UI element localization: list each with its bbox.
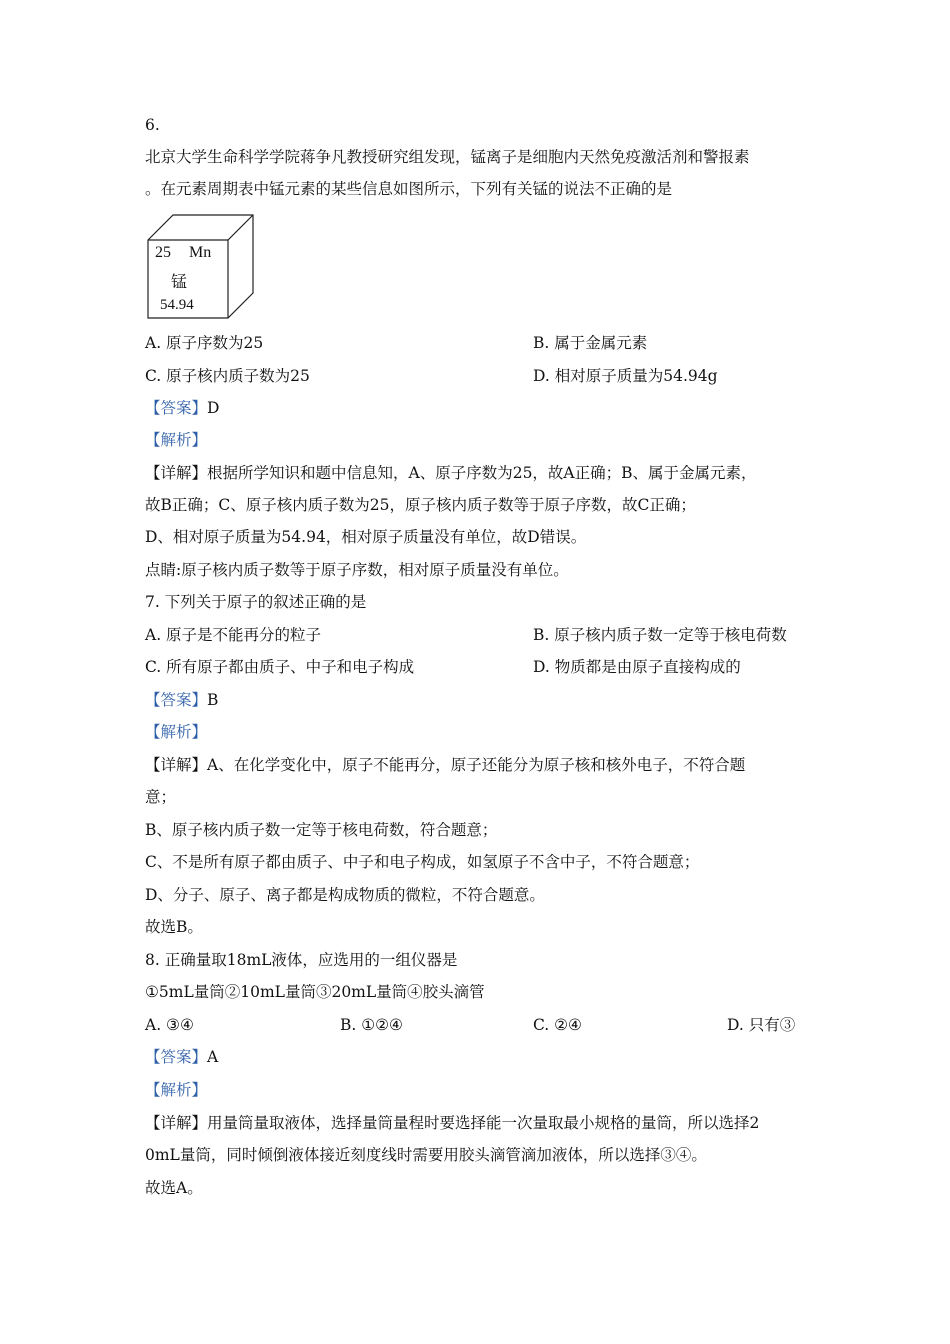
q8-option-a: A. ③④ — [145, 1016, 194, 1034]
element-symbol: Mn — [189, 244, 212, 261]
q6-option-d: D. 相对原子质量为54.94g — [533, 367, 718, 385]
q6-option-b: B. 属于金属元素 — [533, 334, 648, 352]
q6-detail-line3: D、相对原子质量为54.94，相对原子质量没有单位，故D错误。 — [145, 528, 587, 546]
q8-option-b: B. ①②④ — [340, 1016, 403, 1034]
detail-text: 根据所学知识和题中信息知，A、原子序数为25，故A正确；B、属于金属元素， — [207, 464, 757, 482]
q7-detail-line5: D、分子、原子、离子都是构成物质的微粒，不符合题意。 — [145, 886, 545, 904]
q8-detail-line2: 0mL量筒，同时倾倒液体接近刻度线时需要用胶头滴管滴加液体，所以选择③④。 — [145, 1146, 707, 1164]
q7-detail-line1 — [145, 754, 745, 776]
q6-detail-line1 — [145, 462, 757, 484]
element-atomic-number: 25 — [155, 244, 171, 261]
q7-stem: 7. 下列关于原子的叙述正确的是 — [145, 593, 367, 611]
answer-value: A — [207, 1048, 219, 1066]
answer-tag: 【答案】 — [145, 1048, 208, 1066]
q8-analysis-tag: 【解析】 — [145, 1081, 208, 1099]
q7-option-c: C. 所有原子都由质子、中子和电子构成 — [145, 658, 415, 676]
q6-option-a: A. 原子序数为25 — [145, 334, 264, 352]
detail-text: A、在化学变化中，原子不能再分，原子还能分为原子核和核外电子，不符合题 — [207, 756, 746, 774]
q6-stem-line1: 北京大学生命科学学院蒋争凡教授研究组发现，锰离子是细胞内天然免疫激活剂和警报素 — [145, 148, 750, 166]
q6-note: 点睛:原子核内质子数等于原子序数，相对原子质量没有单位。 — [145, 561, 569, 579]
q8-items: ①5mL量筒②10mL量筒③20mL量筒④胶头滴管 — [145, 983, 485, 1001]
element-mass: 54.94 — [160, 297, 194, 313]
q8-stem: 8. 正确量取18mL液体，应选用的一组仪器是 — [145, 951, 458, 969]
q6-option-c: C. 原子核内质子数为25 — [145, 367, 310, 385]
element-name: 锰 — [171, 272, 188, 291]
q8-detail-line1 — [145, 1112, 759, 1134]
detail-tag: 【详解】 — [145, 1114, 208, 1132]
detail-tag: 【详解】 — [145, 464, 208, 482]
answer-value: B — [207, 691, 219, 709]
q6-number: 6. — [145, 116, 160, 134]
q7-detail-line4: C、不是所有原子都由质子、中子和电子构成，如氢原子不含中子，不符合题意； — [145, 853, 700, 871]
answer-value: D — [207, 399, 220, 417]
detail-tag: 【详解】 — [145, 756, 208, 774]
q6-analysis-tag: 【解析】 — [145, 431, 208, 449]
q6-answer — [145, 397, 219, 419]
q7-option-d: D. 物质都是由原子直接构成的 — [533, 658, 741, 676]
q8-answer — [145, 1046, 218, 1068]
q8-option-d: D. 只有③ — [727, 1016, 796, 1034]
q6-detail-line2: 故B正确；C、原子核内质子数为25，原子核内质子数等于原子序数，故C正确； — [145, 496, 696, 514]
q7-detail-line2: 意； — [145, 788, 177, 806]
q8-conclusion: 故选A。 — [145, 1179, 203, 1197]
q7-option-a: A. 原子是不能再分的粒子 — [145, 626, 322, 644]
q7-option-b: B. 原子核内质子数一定等于核电荷数 — [533, 626, 787, 644]
q7-analysis-tag: 【解析】 — [145, 723, 208, 741]
answer-tag: 【答案】 — [145, 399, 208, 417]
q7-detail-line3: B、原子核内质子数一定等于核电荷数，符合题意； — [145, 821, 498, 839]
answer-tag: 【答案】 — [145, 691, 208, 709]
q7-answer — [145, 689, 218, 711]
detail-text: 用量筒量取液体，选择量筒量程时要选择能一次量取最小规格的量筒，所以选择2 — [207, 1114, 760, 1132]
q8-option-c: C. ②④ — [533, 1016, 582, 1034]
q6-stem-line2: 。在元素周期表中锰元素的某些信息如图所示，下列有关锰的说法不正确的是 — [145, 180, 673, 198]
manganese-element-card — [147, 214, 255, 319]
q7-conclusion: 故选B。 — [145, 918, 203, 936]
